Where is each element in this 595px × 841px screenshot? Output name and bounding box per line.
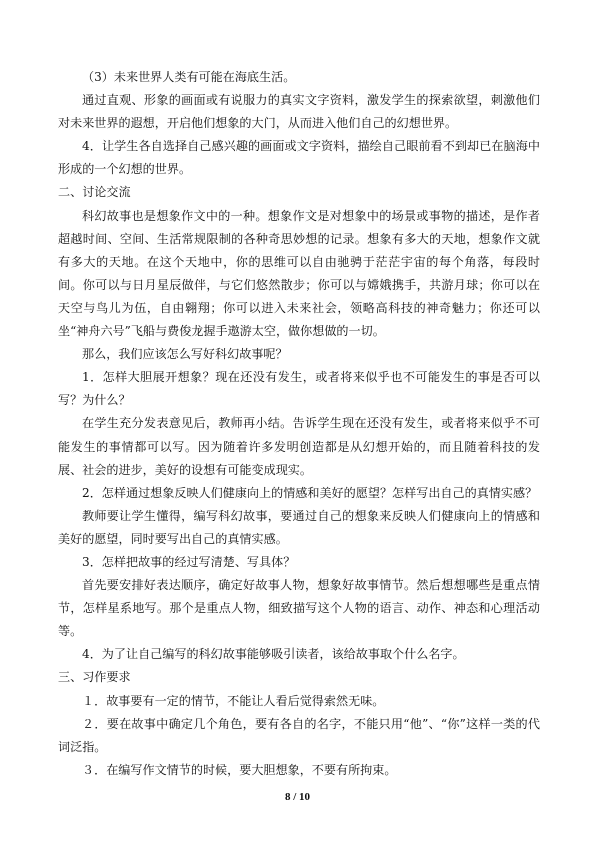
paragraph-ocean-life: （3）未来世界人类有可能在海底生活。 <box>82 70 296 84</box>
paragraph-scifi-definition: 科幻故事也是想象作文中的一种。想象作文是对想象中的场景或事物的描述，是作者超越时间、空间、生活常规限制的各种奇思妙想的记录。想象有多大的天地，想象作文就有多大的天地。在这个天地中，你的思维可以自由驰骋于茫茫宇宙的每个角落，每段时间。你可以与日月星辰做伴，与它们悠然散步；你可以与嫦娥携手，共游月球；你可以在天空与鸟儿为伍，自由翱翔；你可以进入未来社会，领略高科技的神奇魅力；你还可以坐“神舟六号”飞船与费俊龙握手遨游太空，做你想做的一切。 <box>58 208 540 339</box>
requirement-item-1: １．故事要有一定的情节，不能让人看后觉得索然无味。 <box>82 693 385 708</box>
page-number: 8 / 10 <box>284 791 311 803</box>
paragraph-question-how-to-write: 那么，我们应该怎么写好科幻故事呢？ <box>82 347 288 362</box>
page-body <box>58 66 540 782</box>
paragraph-q3-summary: 首先要安排好表达顺序，确定好故事人物，想象好故事情节。然后想想哪些是重点情节，怎样星系地写。那个是重点人物，细致描写这个人物的语言、动作、神态和心理活动等。 <box>58 578 540 639</box>
paragraph-step-4-fantasy-world: 4．让学生各自选择自己感兴趣的画面或文字资料，描绘自己眼前看不到却已在脑海中形成的一个幻想的世界。 <box>58 139 540 177</box>
requirement-item-3: ３．在编写作文情节的时候，要大胆想象，不要有所拘束。 <box>82 762 397 777</box>
paragraph-q1-summary: 在学生充分发表意见后，教师再小结。告诉学生现在还没有发生，或者将来似乎不可能发生的事情都可以写。因为随着许多发明创造都是从幻想开始的，而且随着科技的发展、社会的进步，美好的设想有可能变成现实。 <box>58 416 540 477</box>
requirement-item-2: ２．要在故事中确定几个角色，要有各自的名字，不能只用“他”、“你”这样一类的代词泛指。 <box>58 716 540 754</box>
section-heading-discussion: 二、讨论交流 <box>58 185 131 200</box>
section-heading-requirements: 三、习作要求 <box>58 670 131 685</box>
paragraph-q4-story-title: 4．为了让自己编写的科幻故事能够吸引读者，该给故事取个什么名字。 <box>82 647 465 662</box>
paragraph-q2-summary: 教师要让学生懂得，编写科幻故事，要通过自己的想象来反映人们健康向上的情感和美好的愿望，同时要写出自己的真情实感。 <box>58 508 540 546</box>
paragraph-inspire-imagination: 通过直观、形象的画面或有说服力的真实文字资料，激发学生的探索欲望，刺激他们对未来世界的遐想，开启他们想象的大门，从而进入他们自己的幻想世界。 <box>58 93 540 131</box>
paragraph-q2-healthy-emotion: 2．怎样通过想象反映人们健康向上的情感和美好的愿望？怎样写出自己的真情实感？ <box>82 485 538 500</box>
paragraph-q1-bold-imagination: 1．怎样大胆展开想象？现在还没有发生，或者将来似乎也不可能发生的事是否可以写？为什么？ <box>58 370 540 408</box>
paragraph-q3-clear-story: 3．怎样把故事的经过写清楚、写具体？ <box>82 554 296 569</box>
